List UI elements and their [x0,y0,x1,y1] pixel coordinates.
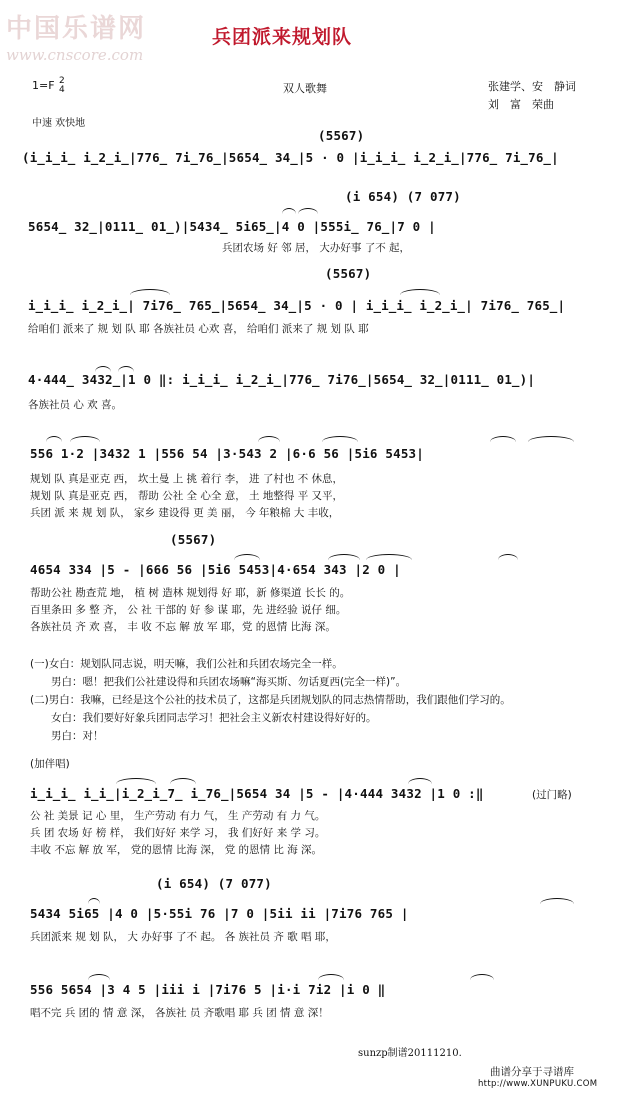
share-note: 曲谱分享于寻谱库 [490,1066,574,1078]
row4-lyric: 各族社员 心 欢 喜。 [28,399,123,411]
dialogue-line: (二)男白：我嘛，已经是这个公社的技术员了，这都是兵团规划队的同志热情帮助，我们跟他们学习的。 [30,694,511,706]
dialogue-line: 男白：嗯！把我们公社建设得和兵团农场嘛“海买斯、勿话夏西(完全一样)”。 [30,676,407,688]
time-bottom: 4 [59,85,65,95]
row5-lyric-3: 兵团 派 来 规 划 队， 家乡 建设得 更 美 丽， 今 年粮棉 大 丰收， [30,507,340,519]
slur [116,778,156,784]
row6-lyric-3: 各族社员 齐 欢 喜， 丰 收 不忘 解 放 军 耶，党 的恩情 比海 深。 [30,621,336,633]
slur [88,898,100,904]
slur [408,778,432,784]
row7-lyric-2: 兵 团 农场 好 榜 样， 我们好好 来学 习， 我 们好好 来 学 习。 [30,827,326,839]
transcriber-credit: sunzp制谱20111210. [358,1048,462,1059]
watermark-site-name: 中国乐谱网 [6,14,147,44]
row1-above: (5567) [318,128,365,143]
slur [234,554,260,560]
composer: 刘 富 荣曲 [488,98,554,111]
slur [46,436,62,442]
row6-notes: 4654 334 |5 - |666 56 |5i6 5453|4·654 343 |2 0 | [30,562,401,577]
slur [498,554,518,560]
row7-suffix: (过门略) [532,789,572,801]
slur [130,289,170,295]
time-signature [59,77,65,95]
row2-lyric: 兵团农场 好 邻 居， 大办好事 了不 起， [222,242,411,254]
slur [298,208,318,214]
row7-lyric-3: 丰收 不忘 解 放 军， 党的恩情 比海 深， 党 的恩情 比 海 深。 [30,844,323,856]
time-top: 2 [59,76,65,86]
genre-label: 双人歌舞 [283,82,327,95]
share-url[interactable]: http://www.XUNPUKU.COM [478,1079,598,1089]
slur [366,554,412,560]
slur [258,436,280,442]
slur [528,436,574,442]
slur [282,208,296,214]
row3-above: (5567) [325,266,372,281]
tempo-marking: 中速 欢快地 [32,118,86,129]
row6-lyric-2: 百里条田 多 整 齐， 公 社 干部的 好 参 谋 耶，先 进经验 说仔 细。 [30,604,347,616]
row8-above: (i 654) (7 077) [156,876,272,891]
row3-notes: i̲i̲i̲ i̲2̲i̲| 7i76̲ 765̲|5654̲ 34̲|5 · 0 | i̲i̲i̲ i̲2̲i̲| 7i76̲ 765̲| [28,298,566,313]
dialogue-line: 女白：我们要好好象兵团同志学习！把社会主义新农村建设得好好的。 [30,712,377,724]
slur [318,974,344,980]
slur [328,554,360,560]
slur [470,974,494,980]
row9-lyric: 唱不完 兵 团的 情 意 深， 各族社 员 齐歌唱 耶 兵 团 情 意 深！ [30,1007,329,1019]
row3-lyric: 给咱们 派来了 规 划 队 耶 各族社员 心欢 喜， 给咱们 派来了 规 划 队 耶 [28,323,369,335]
slur [88,974,110,980]
row5-lyric-2: 规划 队 真是亚克 西， 帮助 公社 全 心全 意， 土 地整得 平 又平， [30,490,344,502]
key-signature [32,77,65,95]
row8-lyric: 兵团派来 规 划 队， 大 办好事 了不 起。 各 族社员 齐 歌 唱 耶， [30,931,336,943]
row5-notes: 556 1·2 |3432 1 |556 54 |3·543 2 |6·6 56 |5i6 5453| [30,446,425,461]
row6-lyric-1: 帮助公社 勘查荒 地， 植 树 造林 规划得 好 耶，新 修渠道 长长 的。 [30,587,351,599]
key-text: 1=F [32,79,55,92]
watermark-url: www.cnscore.com [6,46,144,64]
row6-above: (5567) [170,532,217,547]
slur [70,436,100,442]
row2-above: (i 654) (7 077) [345,189,461,204]
row2-notes: 5654̲ 32̲|0111̲ 01̲)|5434̲ 5i65̲|4 0 |555i̲ 76̲|7 0 | [28,219,436,234]
slur [400,289,440,295]
row1-notes: (i̲i̲i̲ i̲2̲i̲|776̲ 7i̲76̲|5654̲ 34̲|5 · 0 |i̲i̲i̲ i̲2̲i̲|776̲ 7i̲76̲| [22,150,559,165]
row7-notes: i̲i̲i̲ i̲i̲|i̲2̲i̲7̲ i̲76̲|5654 34 |5 - |4·444 3432 |1 0 :‖ [30,786,484,801]
slur [540,898,574,904]
row7-lyric-1: 公 社 美景 记 心 里， 生产劳动 有力 气， 生 产劳动 有 力 气。 [30,810,326,822]
slur [490,436,516,442]
lyricist: 张建学、安 静词 [488,80,576,93]
slur [322,436,358,442]
dialogue-line: (一)女白：规划队同志说，明天嘛，我们公社和兵团农场完全一样。 [30,658,343,670]
dialogue-line: 男白：对！ [30,730,104,742]
song-title: 兵团派来规划队 [212,26,353,48]
slur [170,778,196,784]
row5-lyric-1: 规划 队 真是亚克 西， 坎土曼 上 挑 着行 李， 进 了村也 不 休息， [30,473,344,485]
row9-notes: 556 5654 |3 4 5 |iii i |7i76 5 |i·i 7i2 |i 0 ‖ [30,982,386,997]
row8-notes: 5434 5i65 |4 0 |5·55i 76 |7 0 |5ii ii |7i76 765 | [30,906,409,921]
row4-notes: 4·444̲ 3432̲|1 0 ‖: i̲i̲i̲ i̲2̲i̲|776̲ 7i76̲|5654̲ 32̲|0111̲ 01̲)| [28,372,536,387]
accompaniment-label: (加伴唱) [30,758,70,770]
